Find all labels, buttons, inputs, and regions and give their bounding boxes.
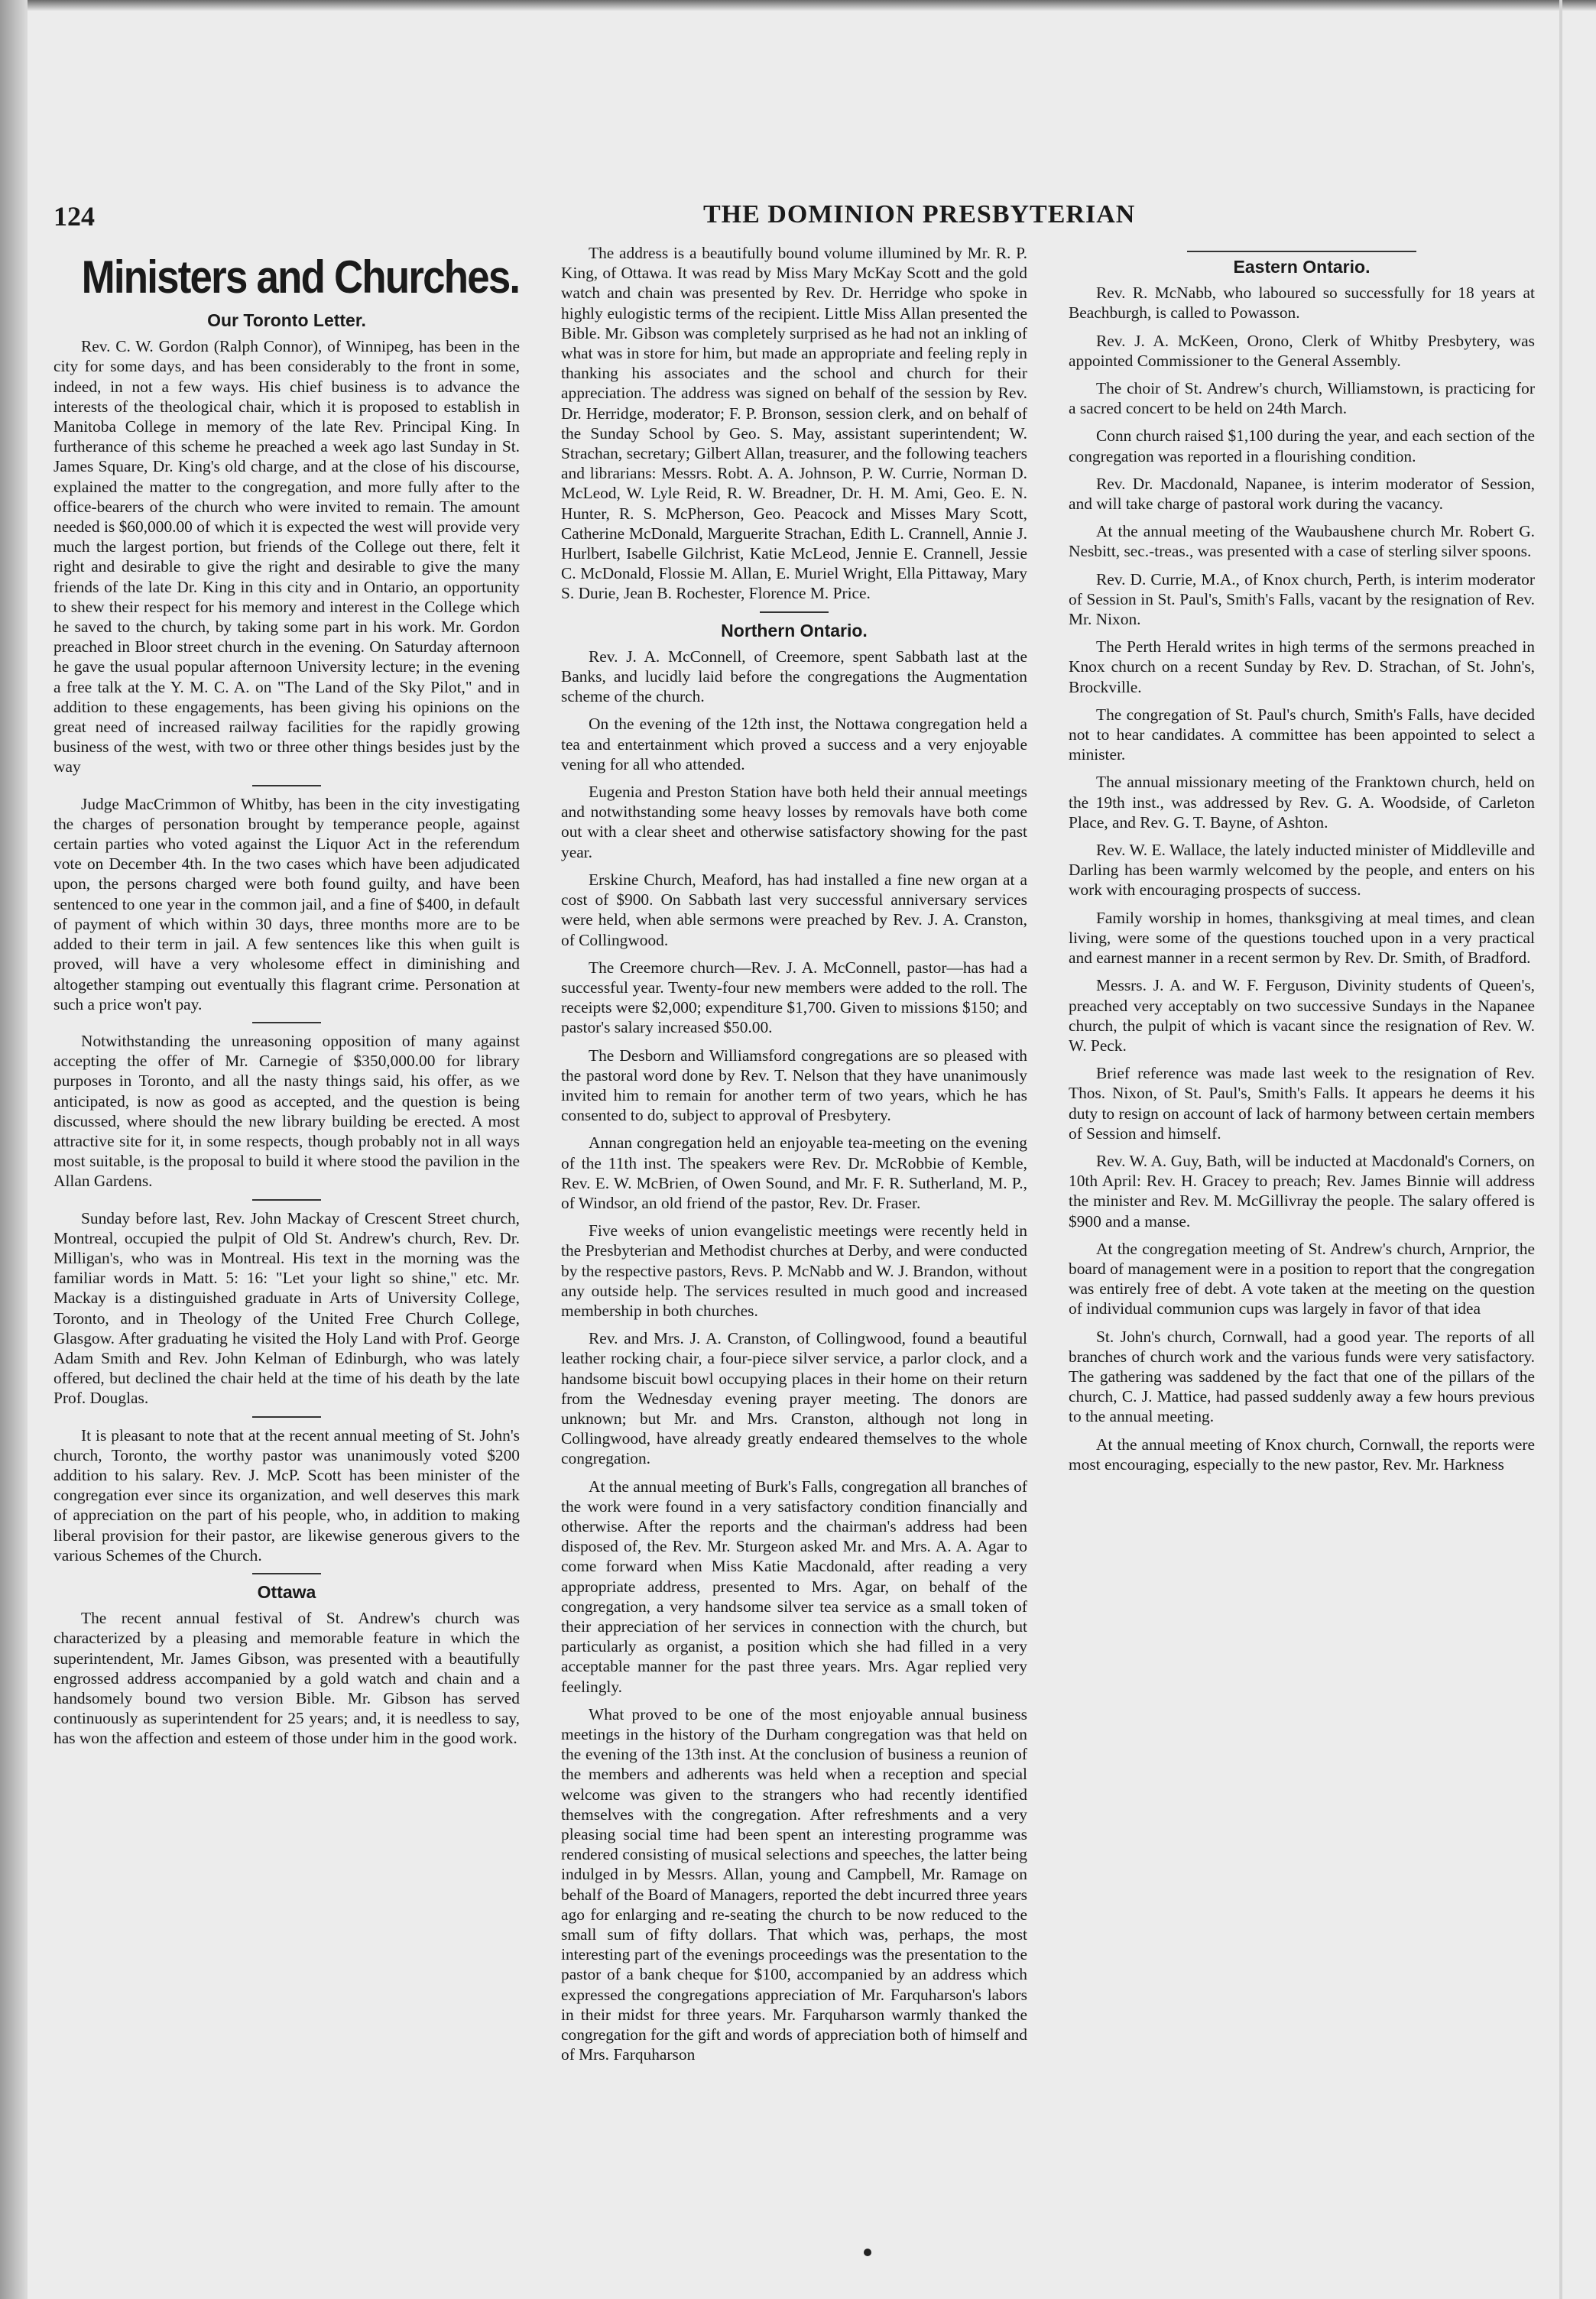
separator-rule — [252, 1573, 321, 1574]
northern-paragraph: What proved to be one of the most enjoyable annual business meetings in the history of the Durham congregation was that held on the evening of the 13th inst. At the conclusion of business a reunion of the members and adherents was held when a reception and special welcome was given to the strangers who had recently identified themselves with the congregation. After refreshments and a very pleasing social time had been spent an interesting programme was rendered consisting of musical selections and speeches, the latter being indulged in by Messrs. Allan, young and Campbell, Mr. Ramage on behalf of the Board of Managers, reported the debt incurred three years ago for enlarging and re-seating the church to be now reduced to the small sum of fifty dollars. That which was, perhaps, the most interesting part of the evenings proceedings was the presentation to the pastor of a bank cheque for $100, accompanied by an address which expressed the congregations appreciation of Mr. Farquharson's labors in their midst for three years. Mr. Farquharson warmly thanked the congregation for the gift and words of appreciation both of himself and of Mrs. Farquharson — [561, 1704, 1027, 2064]
northern-paragraph: Erskine Church, Meaford, has had installed a fine new organ at a cost of $900. On Sabbath last very successful anniversary services were held, when able sermons were preached by Rev. J. A. Cranston, of Collingwood. — [561, 870, 1027, 949]
section-title-northern: Northern Ontario. — [721, 620, 868, 640]
eastern-paragraph: Rev. J. A. McKeen, Orono, Clerk of Whitby Presbytery, was appointed Commissioner to the General Assembly. — [1069, 331, 1535, 370]
eastern-paragraph: At the annual meeting of Knox church, Cornwall, the reports were most encouraging, especially to the new pastor, Rev. Mr. Harkness — [1069, 1435, 1535, 1474]
separator-rule — [252, 1199, 321, 1201]
eastern-paragraph: St. John's church, Cornwall, had a good year. The reports of all branches of church work and the various funds were very satisfactory. The gathering was saddened by the fact that one of the pillars of the church, C. J. Mattice, had passed suddenly away a few hours previous to the annual meeting. — [1069, 1327, 1535, 1426]
eastern-paragraph: Brief reference was made last week to the resignation of Rev. Thos. Nixon, of St. Paul's, Smith's Falls. It appears he deems it his duty to resign on account of lack of harmony between certain members of Session and himself. — [1069, 1064, 1535, 1143]
page-header — [54, 200, 1559, 231]
section-title-toronto: Our Toronto Letter. — [207, 310, 366, 330]
column-2 — [561, 243, 1027, 2261]
northern-paragraph: The Desborn and Williamsford congregations are so pleased with the pastoral word done by Rev. T. Nelson that they have unanimously invited him to remain for another term of two years, which he has consented to do, subject to approval of Presbytery. — [561, 1046, 1027, 1125]
separator-rule — [252, 1022, 321, 1023]
page-dot-mark — [864, 2249, 871, 2256]
separator-rule — [760, 611, 829, 613]
eastern-paragraph: Rev. W. A. Guy, Bath, will be inducted at Macdonald's Corners, on 10th April: Rev. H. Gracey to preach; Rev. James Binnie will address the minister and Rev. M. McGillivray the people. The salary offered is $900 and a manse. — [1069, 1151, 1535, 1231]
northern-paragraph: The Creemore church—Rev. J. A. McConnell, pastor—has had a successful year. Twenty-four new members were added to the roll. The receipts were $2,000; expenditure $1,700. Given to missions $150; and pastor's salary increased $50.00. — [561, 958, 1027, 1037]
northern-paragraph: Rev. and Mrs. J. A. Cranston, of Collingwood, found a beautiful leather rocking chair, a four-piece silver service, a parlor clock, and a handsome biscuit bowl occupying places in their home on their return from the Wednesday evening prayer meeting. The donors are unknown; but Mr. and Mrs. Cranston, although not long in Collingwood, have already greatly endeared themselves to the whole congregation. — [561, 1329, 1027, 1468]
northern-paragraph: Annan congregation held an enjoyable tea-meeting on the evening of the 11th inst. The speakers were Rev. Dr. McRobbie of Kemble, Rev. E. W. McBrien, of Owen Sound, and Mr. F. R. Sutherland, M. P., of Windsor, an old friend of the pastor, Rev. Dr. Fraser. — [561, 1133, 1027, 1212]
eastern-paragraph: The annual missionary meeting of the Franktown church, held on the 19th inst., was addressed by Rev. G. A. Woodside, of Carleton Place, and Rev. G. T. Bayne, of Ashton. — [1069, 773, 1535, 832]
northern-paragraph: Rev. J. A. McConnell, of Creemore, spent Sabbath last at the Banks, and lucidly laid before the congregations the Augmentation scheme of the church. — [561, 647, 1027, 706]
page-right-edge — [1559, 0, 1562, 2299]
toronto-paragraph: Judge MacCrimmon of Whitby, has been in the city investigating the charges of personation brought by temperance people, against certain parties who voted against the Liquor Act in the referendum vote on December 4th. In the two cases which have been adjudicated upon, the persons charged were both found guilty, and have been sentenced to one year in the common jail, and a fine of $400, in default of payment of which within 30 days, three months more are to be added to their term in jail. A few sentences like this when guilt is proved, will have a very wholesome effect in diminishing and altogether stamping out eventually this flagrant crime. Personation at such a price won't pay. — [54, 794, 520, 1013]
toronto-paragraph: Rev. C. W. Gordon (Ralph Connor), of Winnipeg, has been in the city for some days, and has been considerably to the front in some, indeed, in not a few ways. His chief business is to advance the interests of the theological chair, which it is proposed to establish in Manitoba College in memory of the late Rev. Principal King. In furtherance of this scheme he preached a week ago last Sunday in St. James Square, Dr. King's old charge, and at the close of his discourse, explained the matter to the congregation, and more fully after to the office-bearers of the church who were invited to remain. The amount needed is $60,000.00 of which it is expected the west will provide very much the largest portion, but friends of the College out there, felt it right and desirable to give the right and desirable to give the many friends of the late Dr. King in this city and in Ontario, an opportunity to shew their respect for his memory and interest in the College which he saved to the church, by taking some part in his work. Mr. Gordon preached in Bloor street church in the evening. On Saturday afternoon he gave the usual popular afternoon University lecture; in the evening a free talk at the Y. M. C. A. on "The Land of the Sky Pilot," and in addition to these engagements, has been giving his opinions on the great need of increased railway facilities for the rapidly growing business of the west, with two or three other things besides just by the way — [54, 337, 520, 777]
scan-left-edge — [0, 0, 28, 2299]
ottawa-paragraph: The address is a beautifully bound volume illumined by Mr. R. P. King, of Ottawa. It was read by Miss Mary McKay Scott and the gold watch and chain was presented by Rev. Dr. Herridge who spoke in highly eulogistic terms of the recipient. Little Miss Allan presented the Bible. Mr. Gibson was completely surprised as he had not an inkling of what was in store for him, but made an appropriate and feeling reply in thanking his associates and the school and church for their appreciation. The address was signed on behalf of the session by Rev. Dr. Herridge, moderator; F. P. Bronson, session clerk, and on behalf of the Sunday School by Geo. S. May, assistant superintendent; W. Strachan, secretary; Gilbert Allan, treasurer, and the following teachers and librarians: Messrs. Robt. A. A. Johnson, P. W. Currie, Norman D. McLeod, W. Lyle Reid, R. W. Breadner, Dr. H. M. Ami, Geo. E. N. Hunter, R. S. McPherson, Geo. Peacock and Misses Mary Scott, Catherine McDonald, Marguerite Strachan, Edith L. Crannell, Annie J. Hurlbert, Isabelle Gilchrist, Katie McLeod, Jennie E. Crannell, Jessie C. McDonald, Flossie M. Allan, E. Muriel Wright, Ella Pittaway, Mary S. Durie, Jean B. Rochester, Florence M. Price. — [561, 244, 1027, 603]
toronto-paragraph: It is pleasant to note that at the recent annual meeting of St. John's church, Toronto, the worthy pastor was unanimously voted $200 addition to his salary. Rev. J. McP. Scott has been minister of the congregation ever since its organization, and well deserves this mark of appreciation on the part of his people, who, in addition to making liberal provision for their pastor, are likewise generous givers to the various Schemes of the Church. — [54, 1425, 520, 1565]
northern-paragraph: Five weeks of union evangelistic meetings were recently held in the Presbyterian and Methodist churches at Derby, and were conducted by the respective pastors, Revs. P. McNabb and W. J. Brandon, without any outside help. The services resulted in much good and increased membership in both churches. — [561, 1221, 1027, 1320]
eastern-paragraph: Rev. D. Currie, M.A., of Knox church, Perth, is interim moderator of Session in St. Paul's, Smith's Falls, vacant by the resignation of Rev. Mr. Nixon. — [1069, 569, 1535, 629]
toronto-paragraph: Sunday before last, Rev. John Mackay of Crescent Street church, Montreal, occupied the pulpit of Old St. Andrew's church, Rev. Dr. Milligan's, who was in Montreal. His text in the morning was the familiar words in Matt. 5: 16: "Let your light so shine," etc. Mr. Mackay is a distinguished graduate in Arts of University College, Toronto, and in Theology of the United Free Church College, Glasgow. After graduating he visited the Holy Land with Prof. George Adam Smith and Rev. John Kelman of Edinburgh, who was lately offered, but declined the chair held at the time of his death by the late Prof. Douglas. — [54, 1208, 520, 1408]
separator-rule — [252, 785, 321, 786]
eastern-paragraph: Messrs. J. A. and W. F. Ferguson, Divinity students of Queen's, preached very acceptably on two successive Sundays in the Napanee church, the pulpit of which is vacant since the resignation of Rev. W. W. Peck. — [1069, 976, 1535, 1055]
ottawa-paragraph: The recent annual festival of St. Andrew's church was characterized by a pleasing and memorable feature in which the superintendent, Mr. James Gibson, was presented with a beautifully engrossed address accompanied by a gold watch and chain and a handsomely bound two version Bible. Mr. Gibson has served continuously as superintendent for 25 years; and, it is needless to say, has won the affection and esteem of those under him in the good work. — [54, 1609, 520, 1748]
eastern-paragraph: The congregation of St. Paul's church, Smith's Falls, have decided not to hear candidates. A committee has been appointed to select a minister. — [1069, 705, 1535, 764]
eastern-paragraph: At the annual meeting of the Waubaushene church Mr. Robert G. Nesbitt, sec.-treas., was presented with a case of sterling silver spoons. — [1069, 522, 1535, 561]
page-number: 124 — [54, 201, 95, 232]
eastern-paragraph: The choir of St. Andrew's church, Williamstown, is practicing for a sacred concert to be held on 24th March. — [1069, 379, 1535, 418]
northern-paragraph: On the evening of the 12th inst, the Nottawa congregation held a tea and entertainment which proved a success and a very enjoyable vening for all who attended. — [561, 715, 1027, 773]
separator-rule — [252, 1416, 321, 1418]
toronto-paragraph: Notwithstanding the unreasoning opposition of many against accepting the offer of Mr. Carnegie of $350,000.00 for library purposes in Toronto, and all the nasty things said, his offer, as we anticipated, is now as good as accepted, and the question is being discussed, where should the new library building be erected. A most attractive site for it, in some respects, though probably not in all ways most suitable, is the proposal to build it where stood the pavilion in the Allan Gardens. — [54, 1031, 520, 1191]
main-heading: Ministers and Churches. — [81, 251, 520, 303]
eastern-paragraph: Rev. W. E. Wallace, the lately inducted minister of Middleville and Darling has been warmly welcomed by the people, and enters on his work with encouraging prospects of success. — [1069, 841, 1535, 900]
separator-rule — [1187, 251, 1416, 252]
journal-title: THE DOMINION PRESBYTERIAN — [703, 200, 1136, 229]
eastern-paragraph: At the congregation meeting of St. Andrew's church, Arnprior, the board of management were in a position to report that the congregation was entirely free of debt. A vote taken at the meeting on the question of individual communion cups was largely in favor of that idea — [1069, 1239, 1535, 1318]
section-title-eastern: Eastern Ontario. — [1233, 257, 1371, 277]
northern-paragraph: At the annual meeting of Burk's Falls, congregation all branches of the work were found in a very satisfactory condition financially and otherwise. After the reports and the chairman's address had been disposed of, the Rev. Mr. Sturgeon asked Mr. and Mrs. A. A. Agar to come forward when Miss Katie Macdonald, after reading a very appropriate address, presented to Mrs. Agar, on behalf of the congregation, a very handsome silver tea service as a small token of their appreciation of her services in connection with the church, but particularly as organist, a position which she had filled in a very acceptable manner for the past three years. Mrs. Agar replied very feelingly. — [561, 1477, 1027, 1696]
eastern-paragraph: Rev. R. McNabb, who laboured so successfully for 18 years at Beachburgh, is called to Powasson. — [1069, 284, 1535, 323]
eastern-paragraph: Rev. Dr. Macdonald, Napanee, is interim moderator of Session, and will take charge of pastoral work during the vacancy. — [1069, 474, 1535, 514]
column-3 — [1069, 243, 1535, 2261]
eastern-paragraph: Family worship in homes, thanksgiving at meal times, and clean living, were some of the questions touched upon in a very practical and earnest manner in a recent sermon by Rev. Dr. Smith, of Bradford. — [1069, 908, 1535, 968]
eastern-paragraph: The Perth Herald writes in high terms of the sermons preached in Knox church on a recent Sunday by Rev. D. Strachan, of St. John's, Brockville. — [1069, 637, 1535, 696]
newspaper-page — [54, 0, 1559, 2299]
northern-paragraph: Eugenia and Preston Station have both held their annual meetings and notwithstanding some heavy losses by removals have both come out with a clear sheet and otherwise satisfactory showing for the past year. — [561, 783, 1027, 861]
column-1 — [54, 246, 520, 2264]
section-title-ottawa: Ottawa — [257, 1581, 316, 1602]
eastern-paragraph: Conn church raised $1,100 during the year, and each section of the congregation was reported in a flourishing condition. — [1069, 426, 1535, 465]
